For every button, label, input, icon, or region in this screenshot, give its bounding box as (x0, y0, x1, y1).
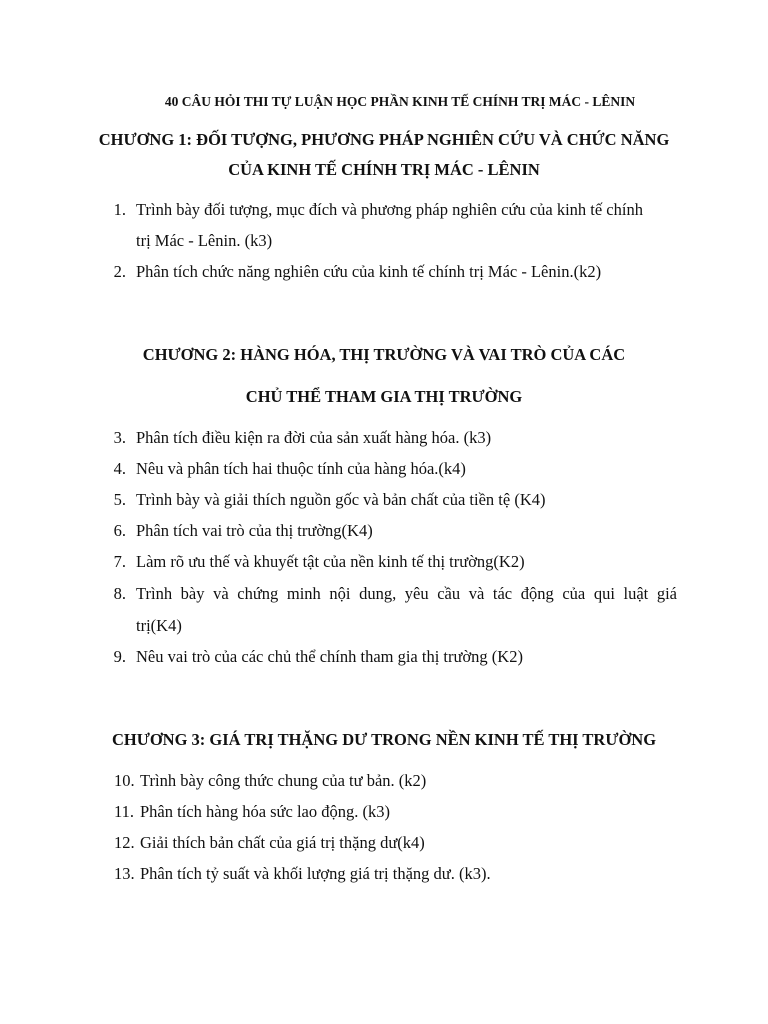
question-text: Nêu và phân tích hai thuộc tính của hàng hóa.(k4) (136, 459, 466, 478)
question-number: 10. (114, 771, 135, 790)
question-text: Nêu vai trò của các chủ thể chính tham gia thị trường (K2) (136, 647, 523, 666)
chapter-1-title-line-2: CỦA KINH TẾ CHÍNH TRỊ MÁC - LÊNIN (228, 160, 540, 179)
question-text: Phân tích hàng hóa sức lao động. (k3) (140, 802, 390, 821)
question-number: 12. (114, 833, 135, 852)
question-text: Phân tích vai trò của thị trường(K4) (136, 521, 373, 540)
chapter-3-title: CHƯƠNG 3: GIÁ TRỊ THẶNG DƯ TRONG NỀN KINH TẾ THỊ TRƯỜNG (111, 730, 657, 749)
question-text: Làm rõ ưu thế và khuyết tật của nền kinh tế thị trường(K2) (136, 552, 525, 571)
question-text: Trình bày công thức chung của tư bản. (k2) (140, 771, 427, 790)
question-number: 6. (113, 521, 126, 540)
question-text: Trình bày và chứng minh nội dung, yêu cầu và tác động của qui luật giá (136, 584, 677, 603)
question-text: Giải thích bản chất của giá trị thặng dư(k4) (140, 833, 425, 852)
chapter-2-title-line-2: CHỦ THỂ THAM GIA THỊ TRƯỜNG (245, 387, 523, 406)
document-title: 40 CÂU HỎI THI TỰ LUẬN HỌC PHẦN KINH TẾ CHÍNH TRỊ MÁC - LÊNIN (164, 94, 636, 109)
question-text-continuation: trị Mác - Lênin. (k3) (136, 231, 273, 250)
chapter-2-title-line-1: CHƯƠNG 2: HÀNG HÓA, THỊ TRƯỜNG VÀ VAI TRÒ CỦA CÁC (142, 345, 626, 364)
question-text: Phân tích chức năng nghiên cứu của kinh tế chính trị Mác - Lênin.(k2) (136, 262, 602, 281)
question-number: 5. (113, 490, 126, 509)
question-number: 9. (113, 647, 126, 666)
question-number: 13. (114, 864, 135, 883)
question-number: 1. (113, 200, 126, 219)
question-number: 2. (113, 262, 126, 281)
question-number: 8. (113, 584, 126, 603)
question-text: Phân tích điều kiện ra đời của sản xuất hàng hóa. (k3) (136, 428, 492, 447)
question-number: 11. (114, 802, 135, 821)
question-number: 4. (113, 459, 126, 478)
question-text: Trình bày và giải thích nguồn gốc và bản chất của tiền tệ (K4) (136, 490, 546, 509)
chapter-1-title-line-1: CHƯƠNG 1: ĐỐI TƯỢNG, PHƯƠNG PHÁP NGHIÊN CỨU VÀ CHỨC NĂNG (98, 130, 670, 149)
question-number: 3. (113, 428, 126, 447)
question-number: 7. (113, 552, 126, 571)
question-text-continuation: trị(K4) (136, 616, 182, 635)
question-text: Phân tích tỷ suất và khối lượng giá trị thặng dư. (k3). (140, 864, 491, 883)
question-text: Trình bày đối tượng, mục đích và phương pháp nghiên cứu của kinh tế chính (136, 200, 643, 219)
